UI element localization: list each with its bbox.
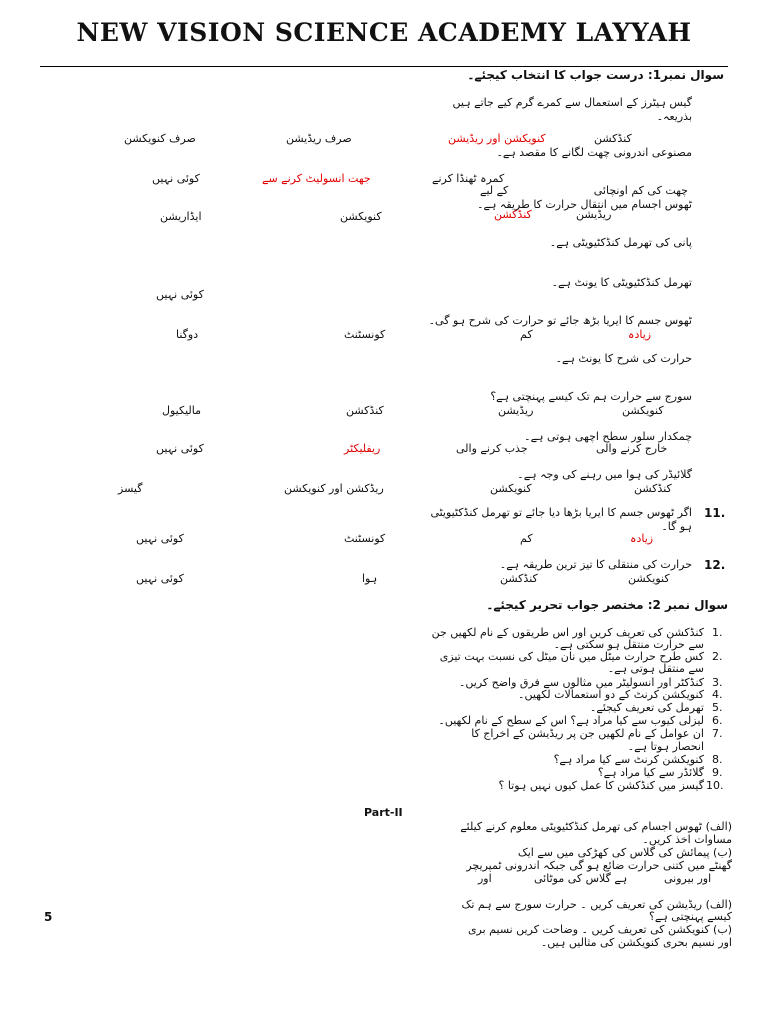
q2-line2: چھت کی کم اونچائی (593, 184, 688, 197)
part2-q1b: گھنٹے میں کتنی حرارت ضائع ہو گی جبکہ اندرونی ٹمپریچر (466, 859, 732, 872)
s2-item-text: انحصار ہوتا ہے۔ (627, 740, 704, 753)
q6-option: دوگنا (176, 328, 199, 341)
q9-line1: چمکدار سلور سطح اچھی ہوتی ہے۔ (524, 430, 692, 443)
page-title: NEW VISION SCIENCE ACADEMY LAYYAH (76, 18, 692, 47)
q10-option: کنڈکشن (634, 482, 672, 495)
q3-option: ریڈیشن (576, 208, 612, 221)
q4-line1: پانی کی تھرمل کنڈکٹیویٹی ہے۔ (549, 236, 692, 249)
q5-option: کوئی نہیں (156, 288, 204, 301)
q12-option: ہوا (362, 572, 378, 585)
s2-item-text: گلائڈر سے کیا مراد ہے؟ (597, 766, 704, 779)
s2-item-number: 3. (712, 676, 723, 689)
q1-option: صرف ریڈیشن (286, 132, 352, 145)
s2-item-text: سے منتقل ہوتی ہے۔ (607, 662, 704, 675)
q3-option: کنویکشن (340, 210, 382, 223)
s2-item-text: کنویکشن کرنٹ کے دو استعمالات لکھیں۔ (518, 688, 704, 701)
q9-option: کوئی نہیں (156, 442, 204, 455)
part2-q1b: ہے گلاس کی موٹائی (534, 872, 628, 885)
q6-option: کم (520, 328, 533, 341)
q12-option: کنڈکشن (500, 572, 538, 585)
q9-option: جذب کرنے والی (456, 442, 528, 455)
q12-option: کنویکشن (628, 572, 670, 585)
q3-option-correct: کنڈکشن (494, 208, 532, 221)
q8-option: کنویکشن (622, 404, 664, 417)
q12-number: 12. (704, 558, 726, 572)
q11-line2: ہو گا۔ (661, 520, 692, 533)
s2-item-number: 7. (712, 727, 723, 740)
q6-option: کونسٹنٹ (344, 328, 386, 341)
s2-item-text: کس طرح حرارت میٹل میں نان میٹل کی نسبت بہت تیزی (439, 650, 704, 663)
s2-item-number: 5. (712, 701, 723, 714)
q1-line2: بذریعہ۔ (656, 110, 692, 123)
q2-option: کمرہ ٹھنڈا کرنے (432, 172, 505, 185)
s2-item-number: 8. (712, 753, 723, 766)
q12-line1: حرارت کی منتقلی کا تیز ترین طریقہ ہے۔ (499, 558, 692, 571)
q11-option: کونسٹنٹ (344, 532, 386, 545)
s2-item-text: گیسز میں کنڈکشن کا عمل کیوں نہیں ہوتا ؟ (498, 779, 704, 792)
q1-option: صرف کنویکشن (124, 132, 196, 145)
q9-option-correct: ریفلیکٹر (344, 442, 381, 455)
q11-line1: اگر ٹھوس جسم کا ایریا بڑھا دیا جائے تو تھرمل کنڈکٹیویٹی (430, 506, 692, 519)
q10-option: گیسز (118, 482, 143, 495)
q6-option-correct: زیادہ (628, 328, 652, 341)
s2-item-number: 2. (712, 650, 723, 663)
q10-option: ریڈکشن اور کنویکشن (284, 482, 384, 495)
s2-item-text: کنویکشن کرنٹ سے کیا مراد ہے؟ (553, 753, 704, 766)
q1-option-correct: کنویکشن اور ریڈیشن (448, 132, 546, 145)
section2-heading: سوال نمبر 2: مختصر جواب تحریر کیجئے۔ (486, 598, 728, 612)
q10-option: کنویکشن (490, 482, 532, 495)
q11-option-correct: زیادہ (630, 532, 654, 545)
q2-option: کوئی نہیں (152, 172, 200, 185)
part2-label: Part-II (364, 806, 403, 819)
part2-q2a: (الف) ریڈیشن کی تعریف کریں ۔ حرارت سورج سے ہم تک (461, 898, 732, 911)
q1-line1: گیس ہیٹرز کے استعمال سے کمرے گرم کیے جاتے ہیں (452, 96, 692, 109)
q6-line1: ٹھوس جسم کا ایریا بڑھ جائے تو حرارت کی شرح ہو گی۔ (428, 314, 692, 327)
s2-item-text: سے حرارت منتقل ہو سکتی ہے۔ (553, 638, 704, 651)
q8-option: ریڈیشن (498, 404, 534, 417)
s2-item-text: کنڈکشن کی تعریف کریں اور اس طریقوں کے نام لکھیں جن (431, 626, 704, 639)
q10-line1: گلائیڈر کی ہوا میں رہنے کی وجہ ہے۔ (517, 468, 692, 481)
part2-q1b: (ب) پیمائش کی گلاس کی کھڑکی میں سے ایک (517, 846, 732, 859)
s2-item-number: 1. (712, 626, 723, 639)
part2-q1b: اور (478, 872, 492, 885)
s2-item-text: تھرمل کی تعریف کیجئے۔ (589, 701, 704, 714)
part2-q2a: کیسے پہنچتی ہے؟ (649, 910, 732, 923)
s2-item-number: 10. (706, 779, 724, 792)
s2-item-text: کنڈکٹر اور انسولیٹر میں مثالوں سے فرق واضح کریں۔ (458, 676, 704, 689)
part2-q1a: مساوات اخذ کریں۔ (642, 833, 732, 846)
s2-item-number: 4. (712, 688, 723, 701)
q2-line3: کے لیے (480, 184, 509, 197)
q11-option: کوئی نہیں (136, 532, 184, 545)
q11-number: 11. (704, 506, 726, 520)
s2-item-text: لیزلی کیوب سے کیا مراد ہے؟ اس کے سطح کے نام لکھیں۔ (438, 714, 704, 727)
q5-line1: تھرمل کنڈکٹیویٹی کا یونٹ ہے۔ (551, 276, 692, 289)
part2-q2b: (ب) کنویکشن کی تعریف کریں ۔ وضاحت کریں نسیم بری (467, 923, 732, 936)
section1-heading: سوال نمبر1: درست جواب کا انتخاب کیجئے۔ (467, 68, 724, 82)
q1-option: کنڈکشن (594, 132, 632, 145)
s2-item-number: 9. (712, 766, 723, 779)
q3-line1: ٹھوس اجسام میں انتقال حرارت کا طریقہ ہے۔ (477, 198, 692, 211)
q11-option: کم (520, 532, 533, 545)
q8-line1: سورج سے حرارت ہم تک کیسے پہنچتی ہے؟ (490, 390, 692, 403)
q2-line1: مصنوعی اندرونی چھت لگانے کا مقصد ہے۔ (496, 146, 692, 159)
q8-option: کنڈکشن (346, 404, 384, 417)
q7-line1: حرارت کی شرح کا یونٹ ہے۔ (555, 352, 692, 365)
s2-item-text: ان عوامل کے نام لکھیں جن پر ریڈیشن کے اخراج کا (471, 727, 704, 740)
s2-item-number: 6. (712, 714, 723, 727)
q3-option: ایڈاریشن (160, 210, 202, 223)
page-number: 5 (44, 910, 53, 924)
title-divider (40, 66, 728, 67)
part2-q1a: (الف) ٹھوس اجسام کی تھرمل کنڈکٹیویٹی معلوم کرنے کیلئے (460, 820, 732, 833)
q9-option: خارج کرنے والی (596, 442, 668, 455)
q12-option: کوئی نہیں (136, 572, 184, 585)
part2-q1b: اور بیرونی (664, 872, 712, 885)
q2-option-correct: جھت انسولیٹ کرنے سے (262, 172, 371, 185)
q8-option: مالیکیول (162, 404, 201, 417)
part2-q2b: اور نسیم بحری کنویکشن کی مثالیں ہیں۔ (540, 936, 732, 949)
